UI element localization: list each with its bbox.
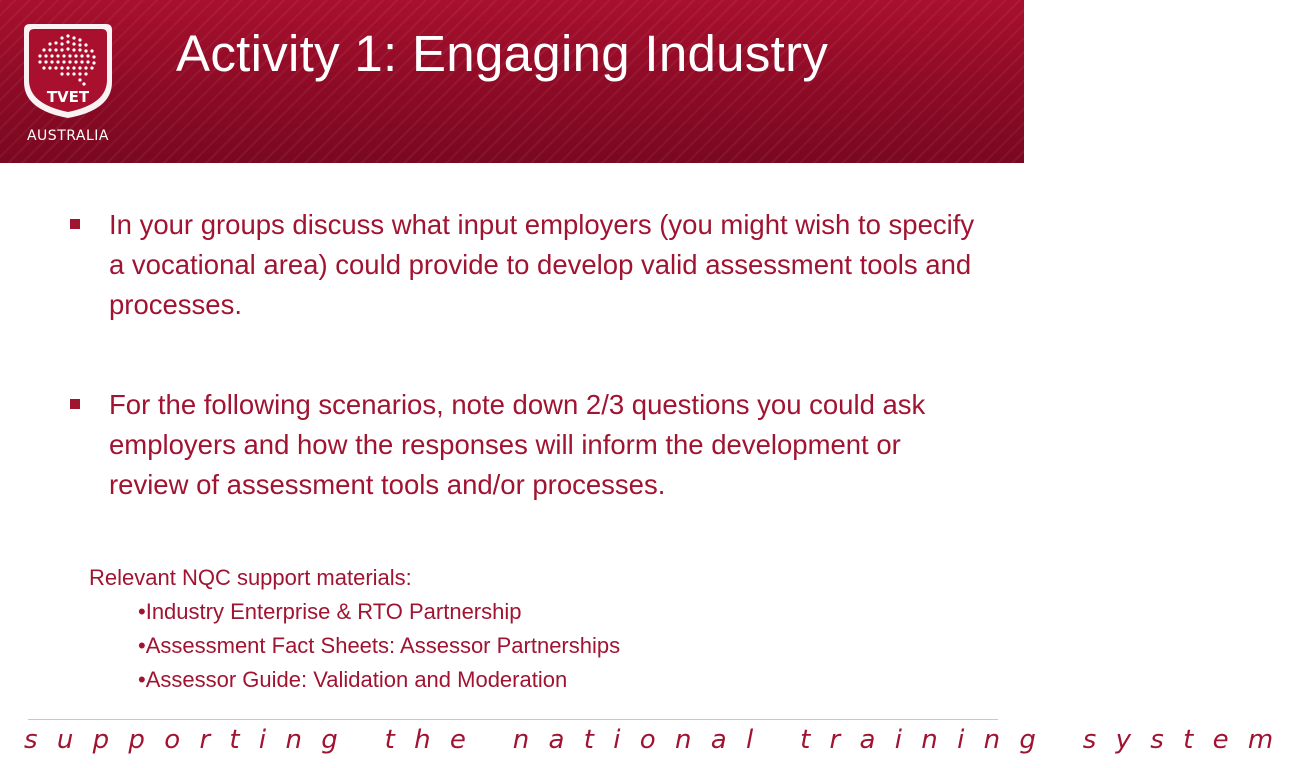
bullet-text: For the following scenarios, note down 2/3 questions you could ask employers and how the responses will inform the development or review of assessment tools and/or processes.: [109, 389, 926, 500]
support-materials-heading: Relevant NQC support materials:: [89, 565, 412, 590]
support-materials: [89, 561, 620, 697]
footer-tagline: supporting the national training system: [24, 725, 1293, 755]
square-bullet-icon: [70, 399, 80, 409]
square-bullet-icon: [70, 219, 80, 229]
support-materials-list: [89, 595, 620, 697]
header-banner: [0, 0, 1024, 163]
list-item: •Assessment Fact Sheets: Assessor Partnerships: [138, 633, 621, 658]
bullet-item: [70, 385, 980, 505]
list-item: •Industry Enterprise & RTO Partnership: [138, 599, 522, 624]
tvet-australia-logo: [22, 20, 114, 120]
bullet-text: In your groups discuss what input employers (you might wish to specify a vocational area) could provide to develop valid assessment tools and processes.: [109, 209, 975, 320]
page-title: Activity 1: Engaging Industry: [176, 25, 829, 82]
logo-caption: AUSTRALIA: [26, 128, 109, 144]
bullet-item: [70, 205, 980, 325]
footer-divider: [28, 719, 998, 720]
logo-wordmark: TVET: [46, 88, 90, 106]
list-item: •Assessor Guide: Validation and Moderation: [138, 667, 568, 692]
